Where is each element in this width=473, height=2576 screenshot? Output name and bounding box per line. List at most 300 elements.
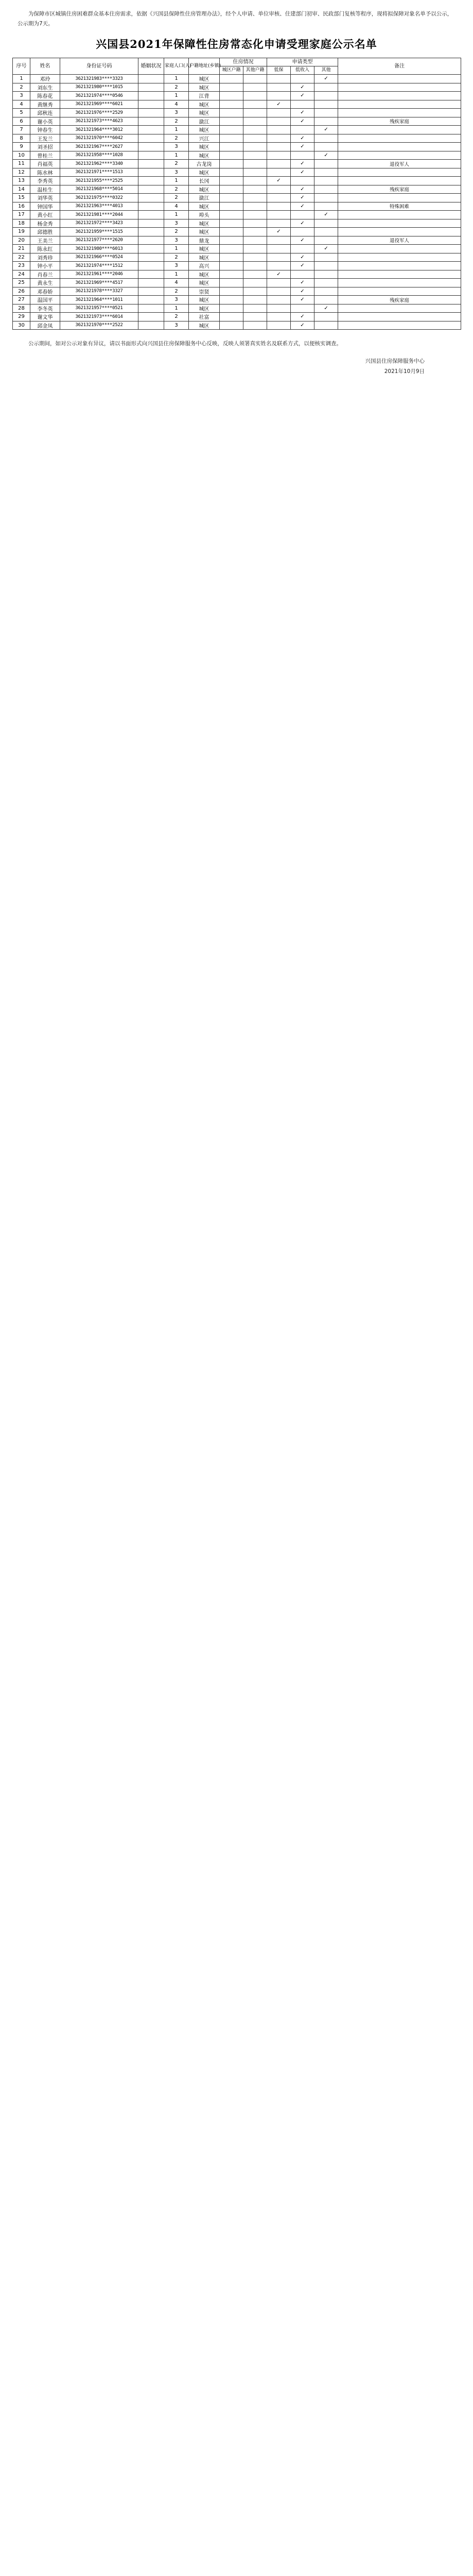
- cell-household-size: 1: [164, 126, 189, 134]
- cell-type-low: [267, 160, 291, 168]
- cell-name: 刘圣招: [30, 143, 60, 151]
- cell-seq: 28: [13, 304, 30, 313]
- cell-hukou-other: [243, 287, 267, 296]
- cell-name: 钟国华: [30, 202, 60, 211]
- cell-type-low: [267, 321, 291, 330]
- table-row: [13, 219, 461, 228]
- cell-seq: 23: [13, 262, 30, 270]
- cell-idno: 3621321983****3323: [60, 75, 138, 83]
- cell-type-lower: [291, 228, 314, 236]
- table-row: [13, 211, 461, 219]
- cell-hukou-city: [220, 117, 243, 126]
- cell-type-lower: ✓: [291, 117, 314, 126]
- cell-seq: 1: [13, 75, 30, 83]
- cell-area: 城区: [189, 151, 220, 160]
- cell-idno: 3621321980****6013: [60, 245, 138, 253]
- cell-name: 黄小红: [30, 211, 60, 219]
- cell-remark: [338, 92, 461, 100]
- cell-area: 江背: [189, 92, 220, 100]
- cell-remark: [338, 304, 461, 313]
- cell-type-lower: [291, 270, 314, 279]
- cell-type-lower: ✓: [291, 134, 314, 143]
- cell-household-size: 3: [164, 168, 189, 177]
- cell-type-lower: [291, 304, 314, 313]
- cell-household-size: 1: [164, 151, 189, 160]
- cell-name: 邱金凤: [30, 321, 60, 330]
- table-row: [13, 287, 461, 296]
- cell-idno: 3621321967****2627: [60, 143, 138, 151]
- cell-remark: 残疾家庭: [338, 296, 461, 304]
- cell-hukou-other: [243, 75, 267, 83]
- cell-type-other: [314, 100, 338, 109]
- cell-area: 城区: [189, 202, 220, 211]
- header-remark: 备注: [338, 58, 461, 75]
- cell-type-other: [314, 262, 338, 270]
- header-hukou-group: 住房情况: [220, 58, 267, 66]
- header-hukou-other: 其他户籍: [243, 66, 267, 75]
- cell-household-size: 2: [164, 228, 189, 236]
- cell-seq: 8: [13, 134, 30, 143]
- cell-hukou-city: [220, 92, 243, 100]
- cell-seq: 2: [13, 83, 30, 92]
- cell-area: 城区: [189, 143, 220, 151]
- cell-marriage: [138, 313, 164, 321]
- cell-area: 城区: [189, 279, 220, 287]
- cell-type-other: ✓: [314, 304, 338, 313]
- table-row: [13, 92, 461, 100]
- cell-name: 刘华英: [30, 194, 60, 202]
- cell-seq: 19: [13, 228, 30, 236]
- table-row: [13, 321, 461, 330]
- cell-hukou-other: [243, 109, 267, 117]
- cell-marriage: [138, 228, 164, 236]
- cell-name: 刘东生: [30, 83, 60, 92]
- cell-seq: 7: [13, 126, 30, 134]
- table-row: [13, 151, 461, 160]
- cell-idno: 3621321964****3012: [60, 126, 138, 134]
- cell-type-low: [267, 109, 291, 117]
- cell-hukou-other: [243, 185, 267, 194]
- table-row: [13, 160, 461, 168]
- cell-hukou-other: [243, 270, 267, 279]
- cell-remark: 残疾家庭: [338, 117, 461, 126]
- cell-type-lower: [291, 177, 314, 185]
- cell-idno: 3621321973****6014: [60, 313, 138, 321]
- cell-marriage: [138, 92, 164, 100]
- cell-type-low: [267, 92, 291, 100]
- cell-seq: 12: [13, 168, 30, 177]
- cell-marriage: [138, 296, 164, 304]
- cell-remark: [338, 194, 461, 202]
- cell-household-size: 3: [164, 143, 189, 151]
- cell-name: 李冬英: [30, 304, 60, 313]
- cell-remark: [338, 109, 461, 117]
- cell-seq: 17: [13, 211, 30, 219]
- cell-hukou-city: [220, 211, 243, 219]
- cell-idno: 3621321966****0524: [60, 253, 138, 262]
- cell-type-other: [314, 109, 338, 117]
- header-name: 姓名: [30, 58, 60, 75]
- cell-seq: 27: [13, 296, 30, 304]
- cell-hukou-city: [220, 143, 243, 151]
- table-row: [13, 185, 461, 194]
- cell-hukou-other: [243, 83, 267, 92]
- cell-hukou-city: [220, 270, 243, 279]
- cell-household-size: 2: [164, 117, 189, 126]
- table-row: [13, 75, 461, 83]
- cell-seq: 5: [13, 109, 30, 117]
- cell-hukou-other: [243, 313, 267, 321]
- cell-remark: [338, 211, 461, 219]
- applicant-table-body: [13, 75, 461, 330]
- cell-type-low: ✓: [267, 270, 291, 279]
- cell-name: 肖福英: [30, 160, 60, 168]
- cell-hukou-city: [220, 279, 243, 287]
- cell-name: 邓玲: [30, 75, 60, 83]
- cell-hukou-other: [243, 211, 267, 219]
- cell-type-other: [314, 228, 338, 236]
- document-page: [0, 0, 473, 388]
- table-row: [13, 109, 461, 117]
- table-row: [13, 177, 461, 185]
- cell-hukou-city: [220, 228, 243, 236]
- cell-type-lower: [291, 211, 314, 219]
- cell-household-size: 4: [164, 202, 189, 211]
- cell-hukou-city: [220, 168, 243, 177]
- cell-type-low: ✓: [267, 177, 291, 185]
- cell-hukou-other: [243, 228, 267, 236]
- cell-type-other: [314, 202, 338, 211]
- cell-seq: 3: [13, 92, 30, 100]
- cell-household-size: 3: [164, 219, 189, 228]
- cell-hukou-other: [243, 100, 267, 109]
- cell-hukou-other: [243, 168, 267, 177]
- cell-type-other: [314, 160, 338, 168]
- cell-name: 王美兰: [30, 236, 60, 245]
- cell-remark: [338, 143, 461, 151]
- cell-idno: 3621321972****3423: [60, 219, 138, 228]
- cell-type-other: ✓: [314, 245, 338, 253]
- cell-marriage: [138, 279, 164, 287]
- cell-hukou-other: [243, 262, 267, 270]
- cell-idno: 3621321957****0521: [60, 304, 138, 313]
- cell-hukou-other: [243, 160, 267, 168]
- cell-type-other: ✓: [314, 126, 338, 134]
- cell-area: 城区: [189, 296, 220, 304]
- table-row: [13, 126, 461, 134]
- table-row: [13, 143, 461, 151]
- cell-type-other: [314, 287, 338, 296]
- cell-type-lower: ✓: [291, 109, 314, 117]
- header-type-low: 低保: [267, 66, 291, 75]
- cell-name: 肖春兰: [30, 270, 60, 279]
- cell-type-low: ✓: [267, 100, 291, 109]
- cell-hukou-other: [243, 177, 267, 185]
- cell-remark: [338, 253, 461, 262]
- cell-idno: 3621321961****2046: [60, 270, 138, 279]
- cell-seq: 10: [13, 151, 30, 160]
- cell-type-other: [314, 143, 338, 151]
- cell-hukou-city: [220, 287, 243, 296]
- cell-household-size: 3: [164, 109, 189, 117]
- header-seq: 序号: [13, 58, 30, 75]
- cell-hukou-other: [243, 126, 267, 134]
- cell-remark: [338, 287, 461, 296]
- cell-name: 谢小英: [30, 117, 60, 126]
- cell-idno: 3621321974****1512: [60, 262, 138, 270]
- cell-hukou-city: [220, 100, 243, 109]
- cell-type-other: [314, 194, 338, 202]
- cell-household-size: 1: [164, 177, 189, 185]
- applicant-table-wrap: [12, 58, 461, 330]
- cell-household-size: 2: [164, 313, 189, 321]
- cell-remark: [338, 245, 461, 253]
- cell-hukou-city: [220, 134, 243, 143]
- cell-hukou-city: [220, 202, 243, 211]
- cell-area: 潋江: [189, 117, 220, 126]
- cell-type-low: [267, 134, 291, 143]
- cell-area: 城区: [189, 168, 220, 177]
- cell-seq: 11: [13, 160, 30, 168]
- cell-area: 城区: [189, 83, 220, 92]
- cell-idno: 3621321963****4013: [60, 202, 138, 211]
- cell-type-lower: ✓: [291, 185, 314, 194]
- cell-seq: 13: [13, 177, 30, 185]
- cell-hukou-other: [243, 151, 267, 160]
- cell-type-lower: ✓: [291, 253, 314, 262]
- cell-type-low: [267, 168, 291, 177]
- cell-area: 古龙岗: [189, 160, 220, 168]
- cell-marriage: [138, 134, 164, 143]
- table-row: [13, 262, 461, 270]
- cell-seq: 9: [13, 143, 30, 151]
- cell-type-low: [267, 151, 291, 160]
- cell-idno: 3621321978****3327: [60, 287, 138, 296]
- table-row: [13, 100, 461, 109]
- cell-idno: 3621321955****2525: [60, 177, 138, 185]
- cell-hukou-other: [243, 245, 267, 253]
- cell-marriage: [138, 287, 164, 296]
- cell-name: 邓春娇: [30, 287, 60, 296]
- cell-remark: [338, 270, 461, 279]
- cell-marriage: [138, 304, 164, 313]
- cell-remark: 残疾家庭: [338, 185, 461, 194]
- cell-type-lower: ✓: [291, 279, 314, 287]
- cell-remark: [338, 313, 461, 321]
- cell-type-lower: [291, 151, 314, 160]
- cell-hukou-other: [243, 202, 267, 211]
- cell-type-low: [267, 304, 291, 313]
- header-area: 户籍地址(乡镇): [189, 58, 220, 75]
- cell-type-other: [314, 219, 338, 228]
- table-row: [13, 245, 461, 253]
- cell-type-lower: ✓: [291, 194, 314, 202]
- cell-name: 王发兰: [30, 134, 60, 143]
- cell-idno: 3621321959****1515: [60, 228, 138, 236]
- signature-org: 兴国县住房保障服务中心: [365, 358, 425, 364]
- cell-type-low: [267, 245, 291, 253]
- cell-hukou-city: [220, 253, 243, 262]
- cell-seq: 25: [13, 279, 30, 287]
- cell-household-size: 4: [164, 100, 189, 109]
- cell-type-low: [267, 75, 291, 83]
- cell-type-other: [314, 270, 338, 279]
- cell-hukou-city: [220, 151, 243, 160]
- cell-type-low: [267, 194, 291, 202]
- header-household-size: 家庭人口(人): [164, 58, 189, 75]
- table-row: [13, 194, 461, 202]
- cell-name: 曾桂兰: [30, 151, 60, 160]
- cell-seq: 14: [13, 185, 30, 194]
- cell-hukou-other: [243, 279, 267, 287]
- cell-type-other: [314, 83, 338, 92]
- cell-type-low: [267, 83, 291, 92]
- cell-name: 陈水林: [30, 168, 60, 177]
- cell-type-low: [267, 262, 291, 270]
- cell-hukou-city: [220, 296, 243, 304]
- cell-seq: 29: [13, 313, 30, 321]
- table-row: [13, 202, 461, 211]
- table-row: [13, 83, 461, 92]
- cell-hukou-other: [243, 253, 267, 262]
- cell-seq: 16: [13, 202, 30, 211]
- cell-area: 城区: [189, 253, 220, 262]
- cell-hukou-city: [220, 160, 243, 168]
- cell-remark: 特殊困难: [338, 202, 461, 211]
- cell-type-other: [314, 313, 338, 321]
- cell-type-low: [267, 126, 291, 134]
- cell-household-size: 2: [164, 287, 189, 296]
- cell-name: 刘秀珍: [30, 253, 60, 262]
- cell-household-size: 1: [164, 270, 189, 279]
- cell-remark: [338, 279, 461, 287]
- cell-household-size: 1: [164, 92, 189, 100]
- cell-hukou-city: [220, 321, 243, 330]
- cell-seq: 20: [13, 236, 30, 245]
- signature-block: [12, 356, 461, 377]
- cell-type-lower: ✓: [291, 92, 314, 100]
- cell-remark: [338, 75, 461, 83]
- cell-name: 陈春花: [30, 92, 60, 100]
- cell-seq: 4: [13, 100, 30, 109]
- cell-name: 钟春生: [30, 126, 60, 134]
- cell-seq: 24: [13, 270, 30, 279]
- cell-marriage: [138, 151, 164, 160]
- cell-type-lower: ✓: [291, 160, 314, 168]
- cell-idno: 3621321962****3340: [60, 160, 138, 168]
- cell-hukou-city: [220, 83, 243, 92]
- cell-type-lower: [291, 126, 314, 134]
- cell-type-lower: ✓: [291, 202, 314, 211]
- applicant-table: [12, 58, 461, 330]
- cell-marriage: [138, 117, 164, 126]
- cell-hukou-city: [220, 245, 243, 253]
- cell-type-lower: ✓: [291, 168, 314, 177]
- cell-marriage: [138, 211, 164, 219]
- cell-hukou-city: [220, 304, 243, 313]
- cell-hukou-other: [243, 92, 267, 100]
- header-marriage: 婚姻状况: [138, 58, 164, 75]
- cell-type-low: [267, 211, 291, 219]
- cell-marriage: [138, 321, 164, 330]
- cell-remark: [338, 262, 461, 270]
- cell-idno: 3621321970****2522: [60, 321, 138, 330]
- cell-area: 城区: [189, 126, 220, 134]
- table-row: [13, 236, 461, 245]
- cell-household-size: 1: [164, 211, 189, 219]
- cell-hukou-other: [243, 134, 267, 143]
- cell-type-low: [267, 287, 291, 296]
- table-row: [13, 304, 461, 313]
- header-type-other: 其他: [314, 66, 338, 75]
- cell-marriage: [138, 168, 164, 177]
- cell-seq: 6: [13, 117, 30, 126]
- cell-idno: 3621321969****6021: [60, 100, 138, 109]
- cell-marriage: [138, 270, 164, 279]
- cell-name: 黄永生: [30, 279, 60, 287]
- cell-seq: 15: [13, 194, 30, 202]
- cell-type-lower: ✓: [291, 83, 314, 92]
- cell-seq: 18: [13, 219, 30, 228]
- cell-area: 崇贤: [189, 287, 220, 296]
- cell-hukou-other: [243, 296, 267, 304]
- cell-marriage: [138, 109, 164, 117]
- cell-type-lower: ✓: [291, 321, 314, 330]
- cell-idno: 3621321964****1011: [60, 296, 138, 304]
- cell-seq: 21: [13, 245, 30, 253]
- cell-name: 邱秋连: [30, 109, 60, 117]
- cell-household-size: 3: [164, 321, 189, 330]
- cell-type-other: ✓: [314, 211, 338, 219]
- cell-area: 埠头: [189, 211, 220, 219]
- header-type-group: 申请类型: [267, 58, 338, 66]
- cell-type-lower: [291, 100, 314, 109]
- cell-area: 兴江: [189, 134, 220, 143]
- cell-hukou-city: [220, 75, 243, 83]
- signature-date: 2021年10月9日: [384, 368, 425, 375]
- cell-type-low: [267, 279, 291, 287]
- cell-marriage: [138, 160, 164, 168]
- cell-idno: 3621321974****0546: [60, 92, 138, 100]
- cell-name: 李秀英: [30, 177, 60, 185]
- cell-type-other: ✓: [314, 75, 338, 83]
- cell-remark: [338, 83, 461, 92]
- cell-type-low: [267, 253, 291, 262]
- cell-area: 长冈: [189, 177, 220, 185]
- cell-name: 邱德胜: [30, 228, 60, 236]
- cell-marriage: [138, 185, 164, 194]
- cell-name: 陈永红: [30, 245, 60, 253]
- cell-marriage: [138, 262, 164, 270]
- cell-hukou-city: [220, 262, 243, 270]
- cell-type-other: [314, 117, 338, 126]
- cell-hukou-other: [243, 219, 267, 228]
- intro-paragraph: 为保障市区城镇住房困难群众基本住房需求，依据《兴国县保障性住房管理办法》，经个人申请、单位审核、住建部门初审、民政部门复核等程序，现将拟保障对象名单予以公示，公示期为7天。: [17, 11, 453, 27]
- cell-marriage: [138, 194, 164, 202]
- cell-area: 城区: [189, 228, 220, 236]
- cell-marriage: [138, 83, 164, 92]
- cell-hukou-other: [243, 143, 267, 151]
- cell-type-other: [314, 279, 338, 287]
- cell-marriage: [138, 253, 164, 262]
- cell-household-size: 2: [164, 83, 189, 92]
- cell-idno: 3621321976****2529: [60, 109, 138, 117]
- cell-name: 黄继秀: [30, 100, 60, 109]
- table-row: [13, 134, 461, 143]
- cell-hukou-other: [243, 236, 267, 245]
- cell-hukou-city: [220, 185, 243, 194]
- cell-idno: 3621321958****1028: [60, 151, 138, 160]
